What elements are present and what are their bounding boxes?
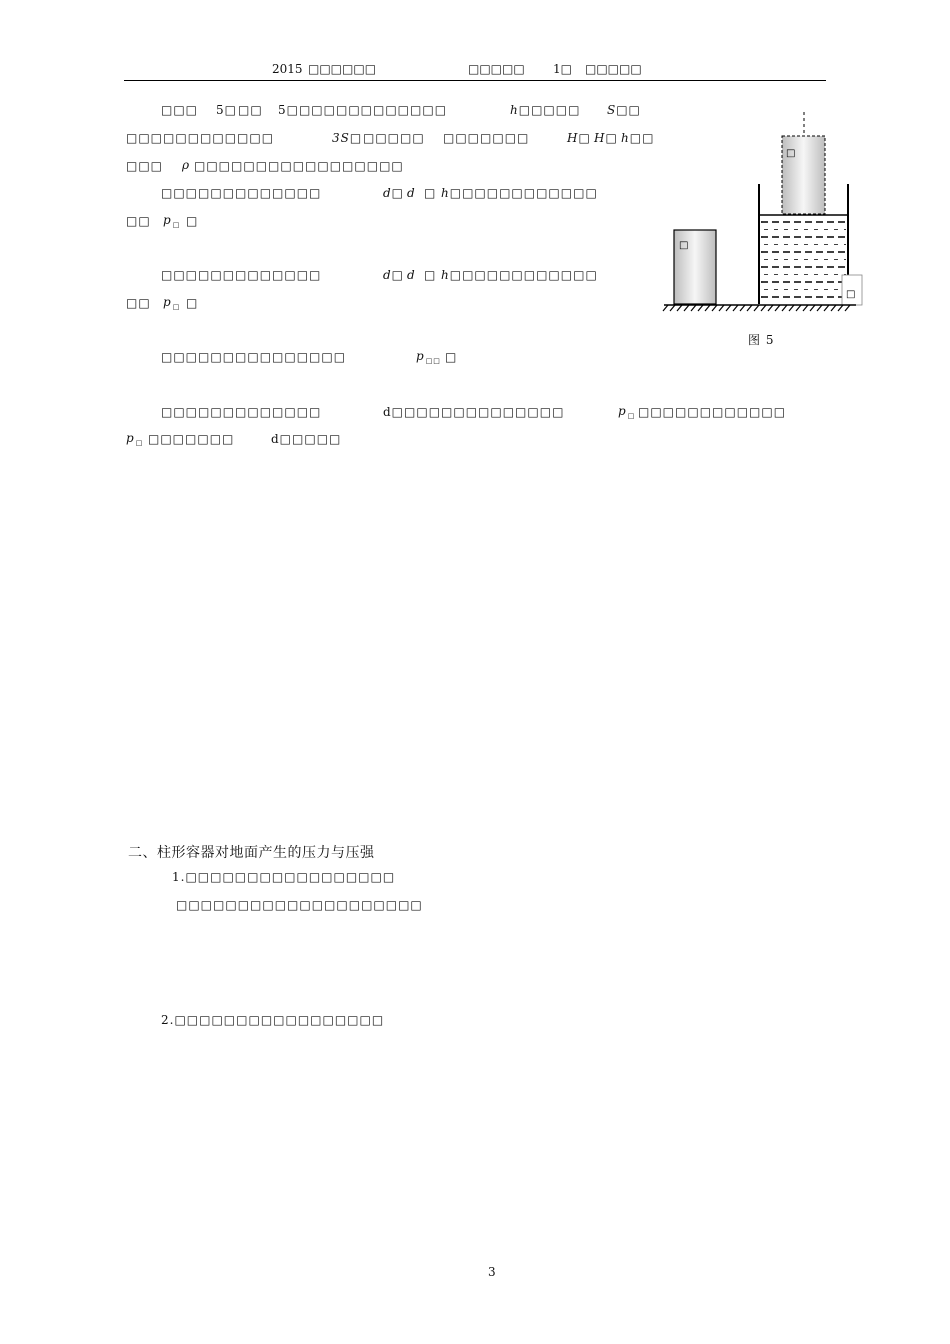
ground-hatch-stroke [768, 305, 773, 311]
ground-hatch-stroke [705, 305, 710, 311]
header-rule [124, 80, 826, 81]
label-container: □ [846, 289, 856, 300]
q2-p [163, 295, 180, 311]
ground-hatch-stroke [684, 305, 689, 311]
ground-hatch-stroke [726, 305, 731, 311]
q1-d1: d□ [383, 186, 405, 200]
intro-2d: □□□□□□□ [443, 131, 530, 145]
intro-2b: 3S□ [332, 131, 363, 145]
q3-text: □□□□□□□□□□□□□□□ [161, 350, 347, 364]
q2-h: h□□□□□□□□□□□□ [441, 268, 598, 282]
figure-5-diagram [660, 108, 870, 320]
liquid [761, 222, 848, 297]
q2-ask: □□ [126, 296, 151, 310]
q2-p-sub: □ [172, 303, 181, 311]
ground-hatch-stroke [677, 305, 682, 311]
ground-hatch-stroke [803, 305, 808, 311]
q1-end: □ [186, 214, 199, 228]
ground-hatch-stroke [712, 305, 717, 311]
q3-p [416, 349, 441, 365]
ground-hatch-stroke [733, 305, 738, 311]
ground-hatch-stroke [775, 305, 780, 311]
q4-p1 [618, 404, 635, 420]
q1-h: h□□□□□□□□□□□□ [441, 186, 598, 200]
section-2-item-2: 2.□□□□□□□□□□□□□□□□□ [161, 1013, 385, 1027]
intro-2a: □□□□□□□□□□□□ [126, 131, 275, 145]
ground-hatch-stroke [824, 305, 829, 311]
ground-hatch-stroke [740, 305, 745, 311]
q1-p [163, 213, 180, 229]
intro-2g: h□□ [621, 131, 655, 145]
ground-hatch-stroke [838, 305, 843, 311]
q2-text: □□□□□□□□□□□□□ [161, 268, 322, 282]
ground-hatch-stroke [691, 305, 696, 311]
ground-hatch-stroke [719, 305, 724, 311]
q4-p2-symbol: p [126, 431, 135, 445]
q4-p1-symbol: p [618, 404, 627, 418]
section-2-item-1: 1.□□□□□□□□□□□□□□□□□ [172, 870, 396, 884]
ground-hatch-stroke [796, 305, 801, 311]
intro-3a: □□□ [126, 159, 164, 173]
q4-d: d□□□□□□□□□□□□□□ [383, 405, 565, 419]
q1-p-sub: □ [172, 221, 181, 229]
q1-p-symbol: p [163, 213, 172, 227]
page-number: 3 [488, 1265, 496, 1279]
label-block-b: □ [786, 148, 796, 159]
q2-end: □ [186, 296, 199, 310]
figure-caption: 图 5 [748, 333, 775, 347]
label-block-a: □ [679, 240, 689, 251]
ground-hatch-stroke [789, 305, 794, 311]
ground-hatch-stroke [817, 305, 822, 311]
q4-text: □□□□□□□□□□□□□ [161, 405, 322, 419]
q4-text-c: □□□□□□□ [148, 432, 235, 446]
ground-hatch-stroke [782, 305, 787, 311]
intro-1c: □□ [238, 103, 263, 117]
header-center: □□□□□ [468, 62, 525, 76]
q2-d1: d□ [383, 268, 405, 282]
header-year: 2015 [272, 62, 303, 76]
q1-op: □ [424, 186, 437, 200]
header-number: 1□ [553, 62, 572, 76]
intro-2e: H□ [567, 131, 591, 145]
intro-1b: 5□ [216, 103, 237, 117]
intro-1e: h□□□□□ [510, 103, 581, 117]
ground-hatch-stroke [747, 305, 752, 311]
q3-end: □ [445, 350, 458, 364]
ground-hatch-stroke [810, 305, 815, 311]
intro-2f: H□ [594, 131, 618, 145]
intro-2c: □□□□□ [363, 131, 425, 145]
q2-op: □ [424, 268, 437, 282]
intro-3-rho: ρ [182, 158, 191, 172]
intro-3b: □□□□□□□□□□□□□□□□□ [194, 159, 404, 173]
q4-p2 [126, 431, 143, 447]
header-right: □□□□□ [585, 62, 642, 76]
ground-hatch-stroke [761, 305, 766, 311]
ground-hatch-stroke [845, 305, 850, 311]
q2-p-symbol: p [163, 295, 172, 309]
q4-p1-sub: □ [627, 412, 636, 420]
section-2-item-1-sub: □□□□□□□□□□□□□□□□□□□□ [176, 898, 423, 912]
q1-ask: □□ [126, 214, 151, 228]
intro-1d: 5□□□□□□□□□□□□□ [278, 103, 448, 117]
q4-d-end: d□□□□□ [271, 432, 342, 446]
q4-p2-sub: □ [135, 439, 144, 447]
q3-p-symbol: p [416, 349, 425, 363]
q3-p-sub: □□ [425, 357, 441, 365]
q2-d2: d [407, 268, 416, 282]
header-left: □□□□□□ [308, 62, 377, 76]
ground-hatch-stroke [831, 305, 836, 311]
q4-text-b: □□□□□□□□□□□□ [638, 405, 787, 419]
intro-1a: □□□ [161, 103, 199, 117]
q1-d2: d [407, 186, 416, 200]
q1-text: □□□□□□□□□□□□□ [161, 186, 322, 200]
ground-hatch-stroke [663, 305, 668, 311]
intro-1f: S□□ [607, 103, 641, 117]
ground-hatching [663, 305, 850, 311]
ground-hatch-stroke [670, 305, 675, 311]
ground-hatch-stroke [698, 305, 703, 311]
ground-hatch-stroke [754, 305, 759, 311]
section-2-title: 二、柱形容器对地面产生的压力与压强 [128, 845, 375, 861]
